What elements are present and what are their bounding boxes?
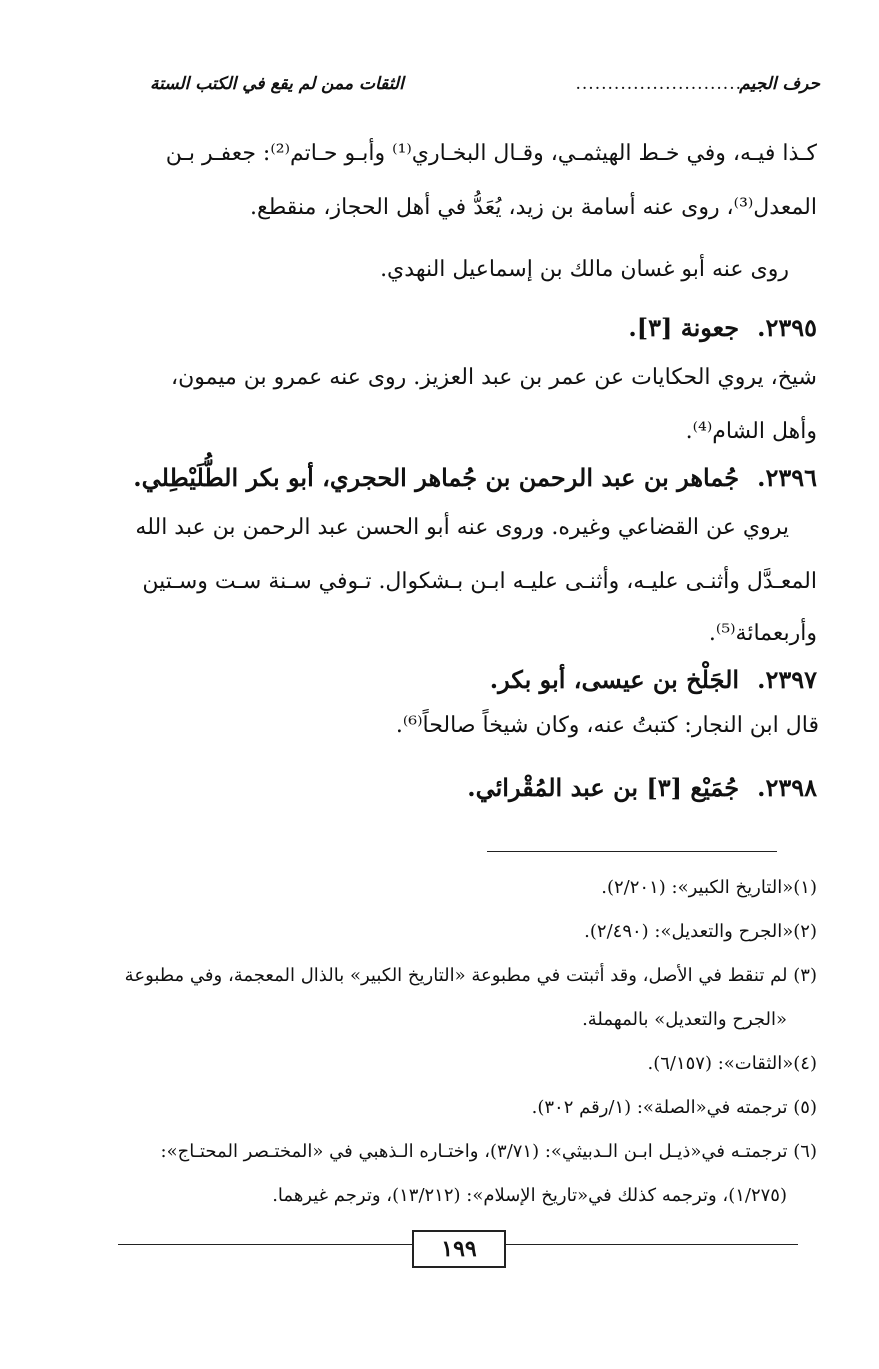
footnote-line: (١/٢٧٥)، وترجمه كذلك في«تاريخ الإسلام»: (١٣/٢١٢)، وترجم غيرهما.: [272, 1185, 787, 1206]
entry-heading-2398: [467, 768, 817, 808]
page-number: ١٩٩: [412, 1230, 506, 1268]
entry-heading-2396: [133, 458, 817, 498]
footnote-line: (٥) ترجمته في«الصلة»: (١/رقم ٣٠٢).: [531, 1097, 817, 1118]
entry-name: جُمَيْع [٣] بن عبد المُقْرائي.: [467, 773, 740, 802]
entry-heading-2395: [628, 308, 817, 348]
paragraph-line: يروي عن القضاعي وغيره. وروى عنه أبو الحسن عبد الرحمن بن عبد الله: [135, 515, 789, 540]
entry-name: الجَلْخ بن عيسى، أبو بكر.: [489, 665, 740, 694]
footnote-line: (١)«التاريخ الكبير»: (٢/٢٠١).: [601, 877, 817, 898]
footnote-line: «الجرح والتعديل» بالمهملة.: [582, 1009, 787, 1030]
entry-name: جعونة [٣].: [628, 313, 740, 342]
running-header: [150, 74, 820, 100]
paragraph-line: شيخ، يروي الحكايات عن عمر بن عبد العزيز. روى عنه عمرو بن ميمون،: [171, 365, 817, 390]
chapter-title: حرف الجيم: [739, 74, 820, 94]
paragraph-line: وأربعمائة⁽⁵⁾.: [708, 621, 817, 646]
entry-number: ٢٣٩٥.: [757, 313, 817, 342]
paragraph-line: المعدل⁽³⁾، روى عنه أسامة بن زيد، يُعَدُّ في أهل الحجاز، منقطع.: [250, 195, 817, 220]
entry-number: ٢٣٩٨.: [757, 773, 817, 802]
entry-heading-2397: [490, 660, 817, 700]
footnote-line: (٢)«الجرح والتعديل»: (٢/٤٩٠).: [584, 921, 817, 942]
paragraph-line: قال ابن النجار: كتبتُ عنه، وكان شيخاً صالحاً⁽⁶⁾.: [395, 713, 819, 738]
header-leader-dots: ..........................: [575, 74, 742, 94]
entry-name: جُماهر بن عبد الرحمن بن جُماهر الحجري، أبو بكر الطُّلَيْطِلي.: [133, 463, 740, 492]
book-title: الثقات ممن لم يقع في الكتب الستة: [150, 74, 404, 94]
footnote-line: (٣) لم تنقط في الأصل، وقد أثبتت في مطبوعة «التاريخ الكبير» بالذال المعجمة، وفي مطبوعة: [124, 965, 817, 986]
footer-rule-right: [502, 1244, 798, 1245]
paragraph-line: المعـدَّل وأثنـى عليـه، وأثنـى عليـه ابـن بـشكوال. تـوفي سـنة سـت وسـتين: [142, 569, 817, 594]
footnote-line: (٤)«الثقات»: (٦/١٥٧).: [647, 1053, 817, 1074]
footnote-separator: [487, 851, 777, 852]
footnote-line: (٦) ترجمتـه في«ذيـل ابـن الـدبيثي»: (٣/٧١)، واختـاره الـذهبي في «المختـصر المحتـاج»:: [160, 1141, 817, 1162]
footer-rule-left: [118, 1244, 414, 1245]
entry-number: ٢٣٩٦.: [757, 463, 817, 492]
entry-number: ٢٣٩٧.: [757, 665, 817, 694]
paragraph-line: روى عنه أبو غسان مالك بن إسماعيل النهدي.: [380, 257, 789, 282]
paragraph-line: كـذا فيـه، وفي خـط الهيثمـي، وقـال البخـاري⁽¹⁾ وأبـو حـاتم⁽²⁾: جعفـر بـن: [165, 141, 817, 166]
paragraph-line: وأهل الشام⁽⁴⁾.: [685, 419, 817, 444]
